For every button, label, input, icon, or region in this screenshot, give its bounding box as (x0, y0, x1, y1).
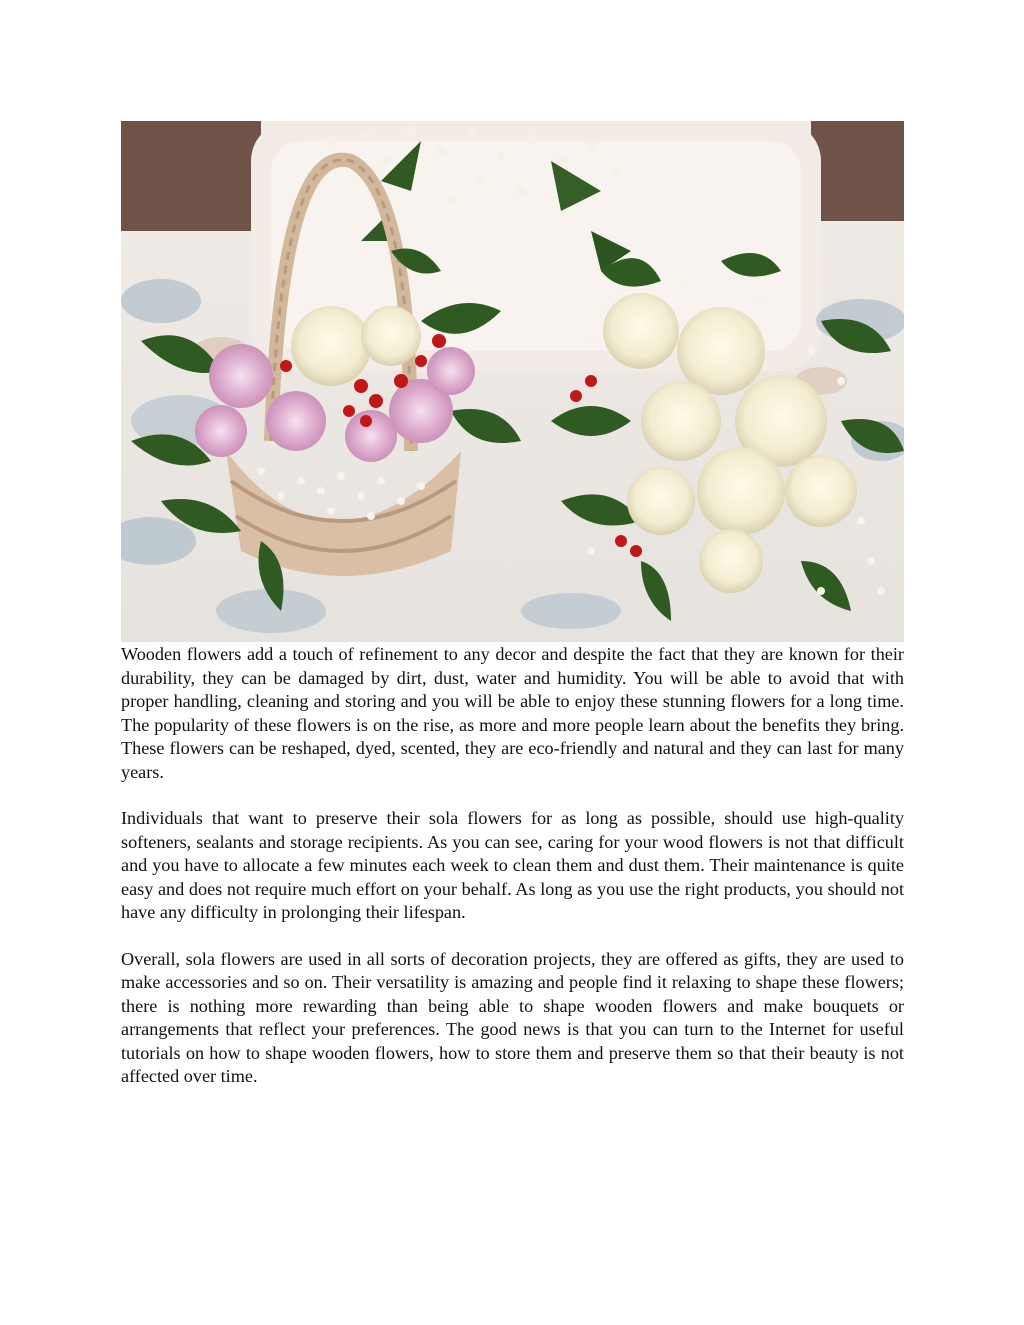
flower-arrangement-photo (121, 121, 904, 642)
flower-basket-photo-icon (121, 121, 904, 642)
paragraph-2: Individuals that want to preserve their sola flowers for as long as possible, should use high-quality softeners, sealants and storage recipients. As you can see, caring for your wood flowers is not that difficult and you have to allocate a few minutes each week to clean them and dust them. Their maintenance is quite easy and does not require much effort on your behalf. As long as you use the right products, you should not have any difficulty in prolonging their lifespan. (121, 808, 904, 922)
article-body (121, 643, 904, 1112)
paragraph-1: Wooden flowers add a touch of refinement to any decor and despite the fact that they are known for their durability, they can be damaged by dirt, dust, water and humidity. You will be able to avoid that with proper handling, cleaning and storing and you will be able to enjoy these stunning flowers for a long time. The popularity of these flowers is on the rise, as more and more people learn about the benefits they bring. These flowers can be reshaped, dyed, scented, they are eco-friendly and natural and they can last for many years. (121, 644, 904, 782)
paragraph-3: Overall, sola flowers are used in all sorts of decoration projects, they are offered as gifts, they are used to make accessories and so on. Their versatility is amazing and people find it relaxing to shape these flowers; there is nothing more rewarding than being able to shape wooden flowers and make bouquets or arrangements that reflect your preferences. The good news is that you can turn to the Internet for useful tutorials on how to shape wooden flowers, how to store them and preserve them so that their beauty is not affected over time. (121, 948, 904, 1086)
